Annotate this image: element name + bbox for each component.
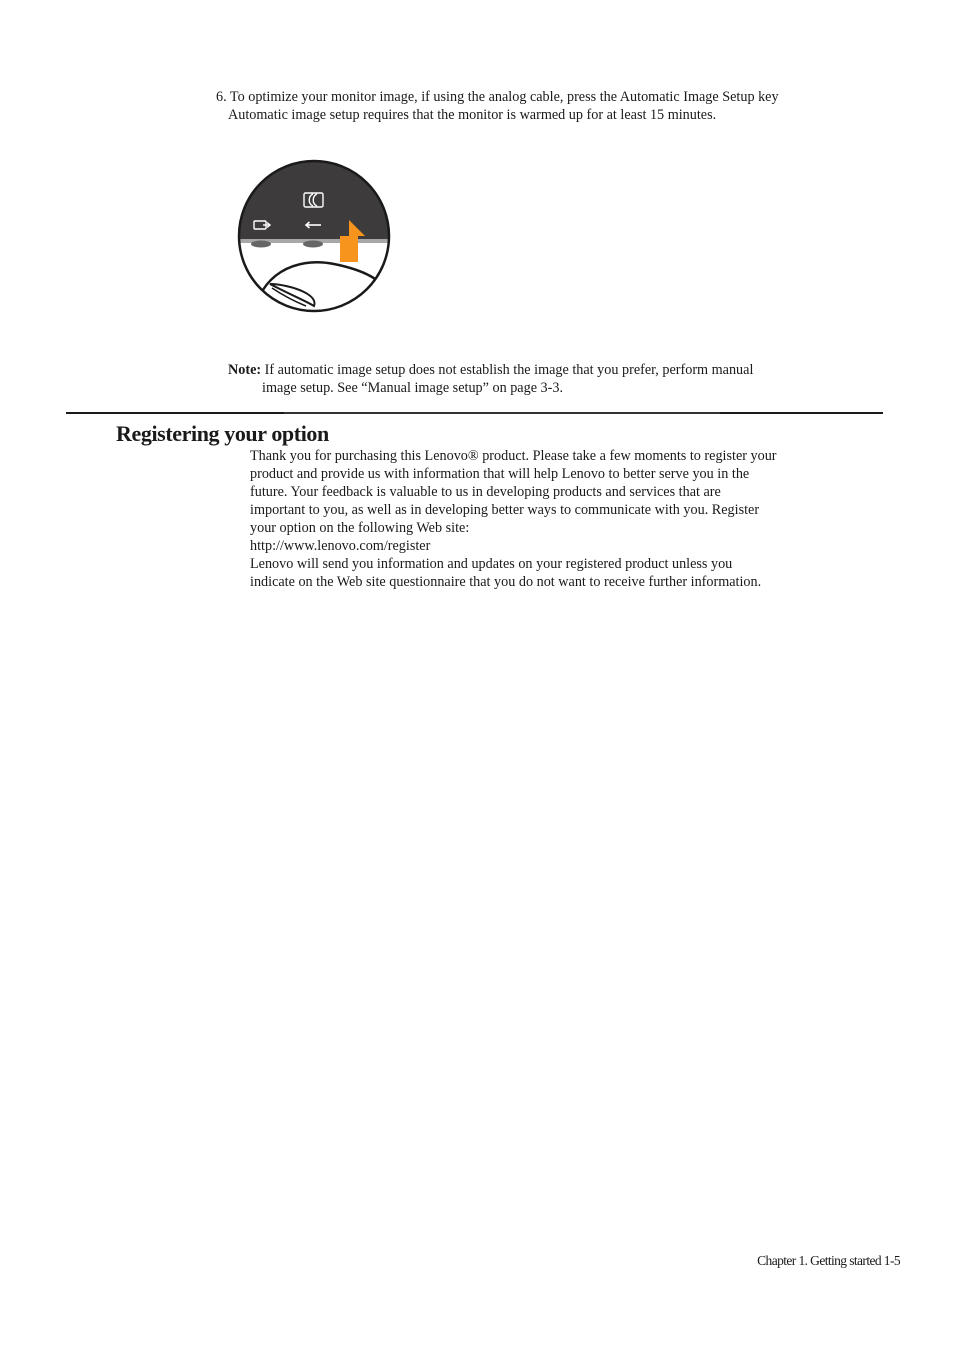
note-text: If automatic image setup does not establish the image that you prefer, perform manual — [264, 362, 754, 378]
body-line: important to you, as well as in developing better ways to communicate with you. Register — [250, 502, 760, 518]
note-line-2: image setup. See “Manual image setup” on page 3-3. — [262, 380, 563, 396]
step-6-continuation: Automatic image setup requires that the monitor is warmed up for at least 15 minutes. — [228, 107, 717, 123]
section-heading: Registering your option — [116, 421, 329, 446]
note-line-1 — [228, 361, 753, 379]
monitor-button-illustration — [234, 156, 396, 318]
step-6-text: 6. To optimize your monitor image, if using the analog cable, press the Automatic Image Setup key — [216, 89, 779, 105]
page-footer: Chapter 1. Getting started 1-5 — [757, 1253, 900, 1268]
monitor-bezel — [234, 156, 396, 240]
body-line: Thank you for purchasing this Lenovo® product. Please take a few moments to register your — [250, 448, 777, 464]
section-divider — [66, 412, 883, 414]
body-line: future. Your feedback is valuable to us in developing products and services that are — [250, 484, 721, 500]
button-input — [251, 241, 271, 248]
body-line: indicate on the Web site questionnaire that you do not want to receive further information. — [250, 574, 762, 590]
register-url: http://www.lenovo.com/register — [250, 538, 431, 554]
body-line: product and provide us with information that will help Lenovo to better serve you in the — [250, 466, 750, 482]
note-label: Note: — [228, 362, 262, 378]
body-line: your option on the following Web site: — [250, 520, 470, 536]
button-back — [303, 241, 323, 248]
body-line: Lenovo will send you information and updates on your registered product unless you — [250, 556, 733, 572]
